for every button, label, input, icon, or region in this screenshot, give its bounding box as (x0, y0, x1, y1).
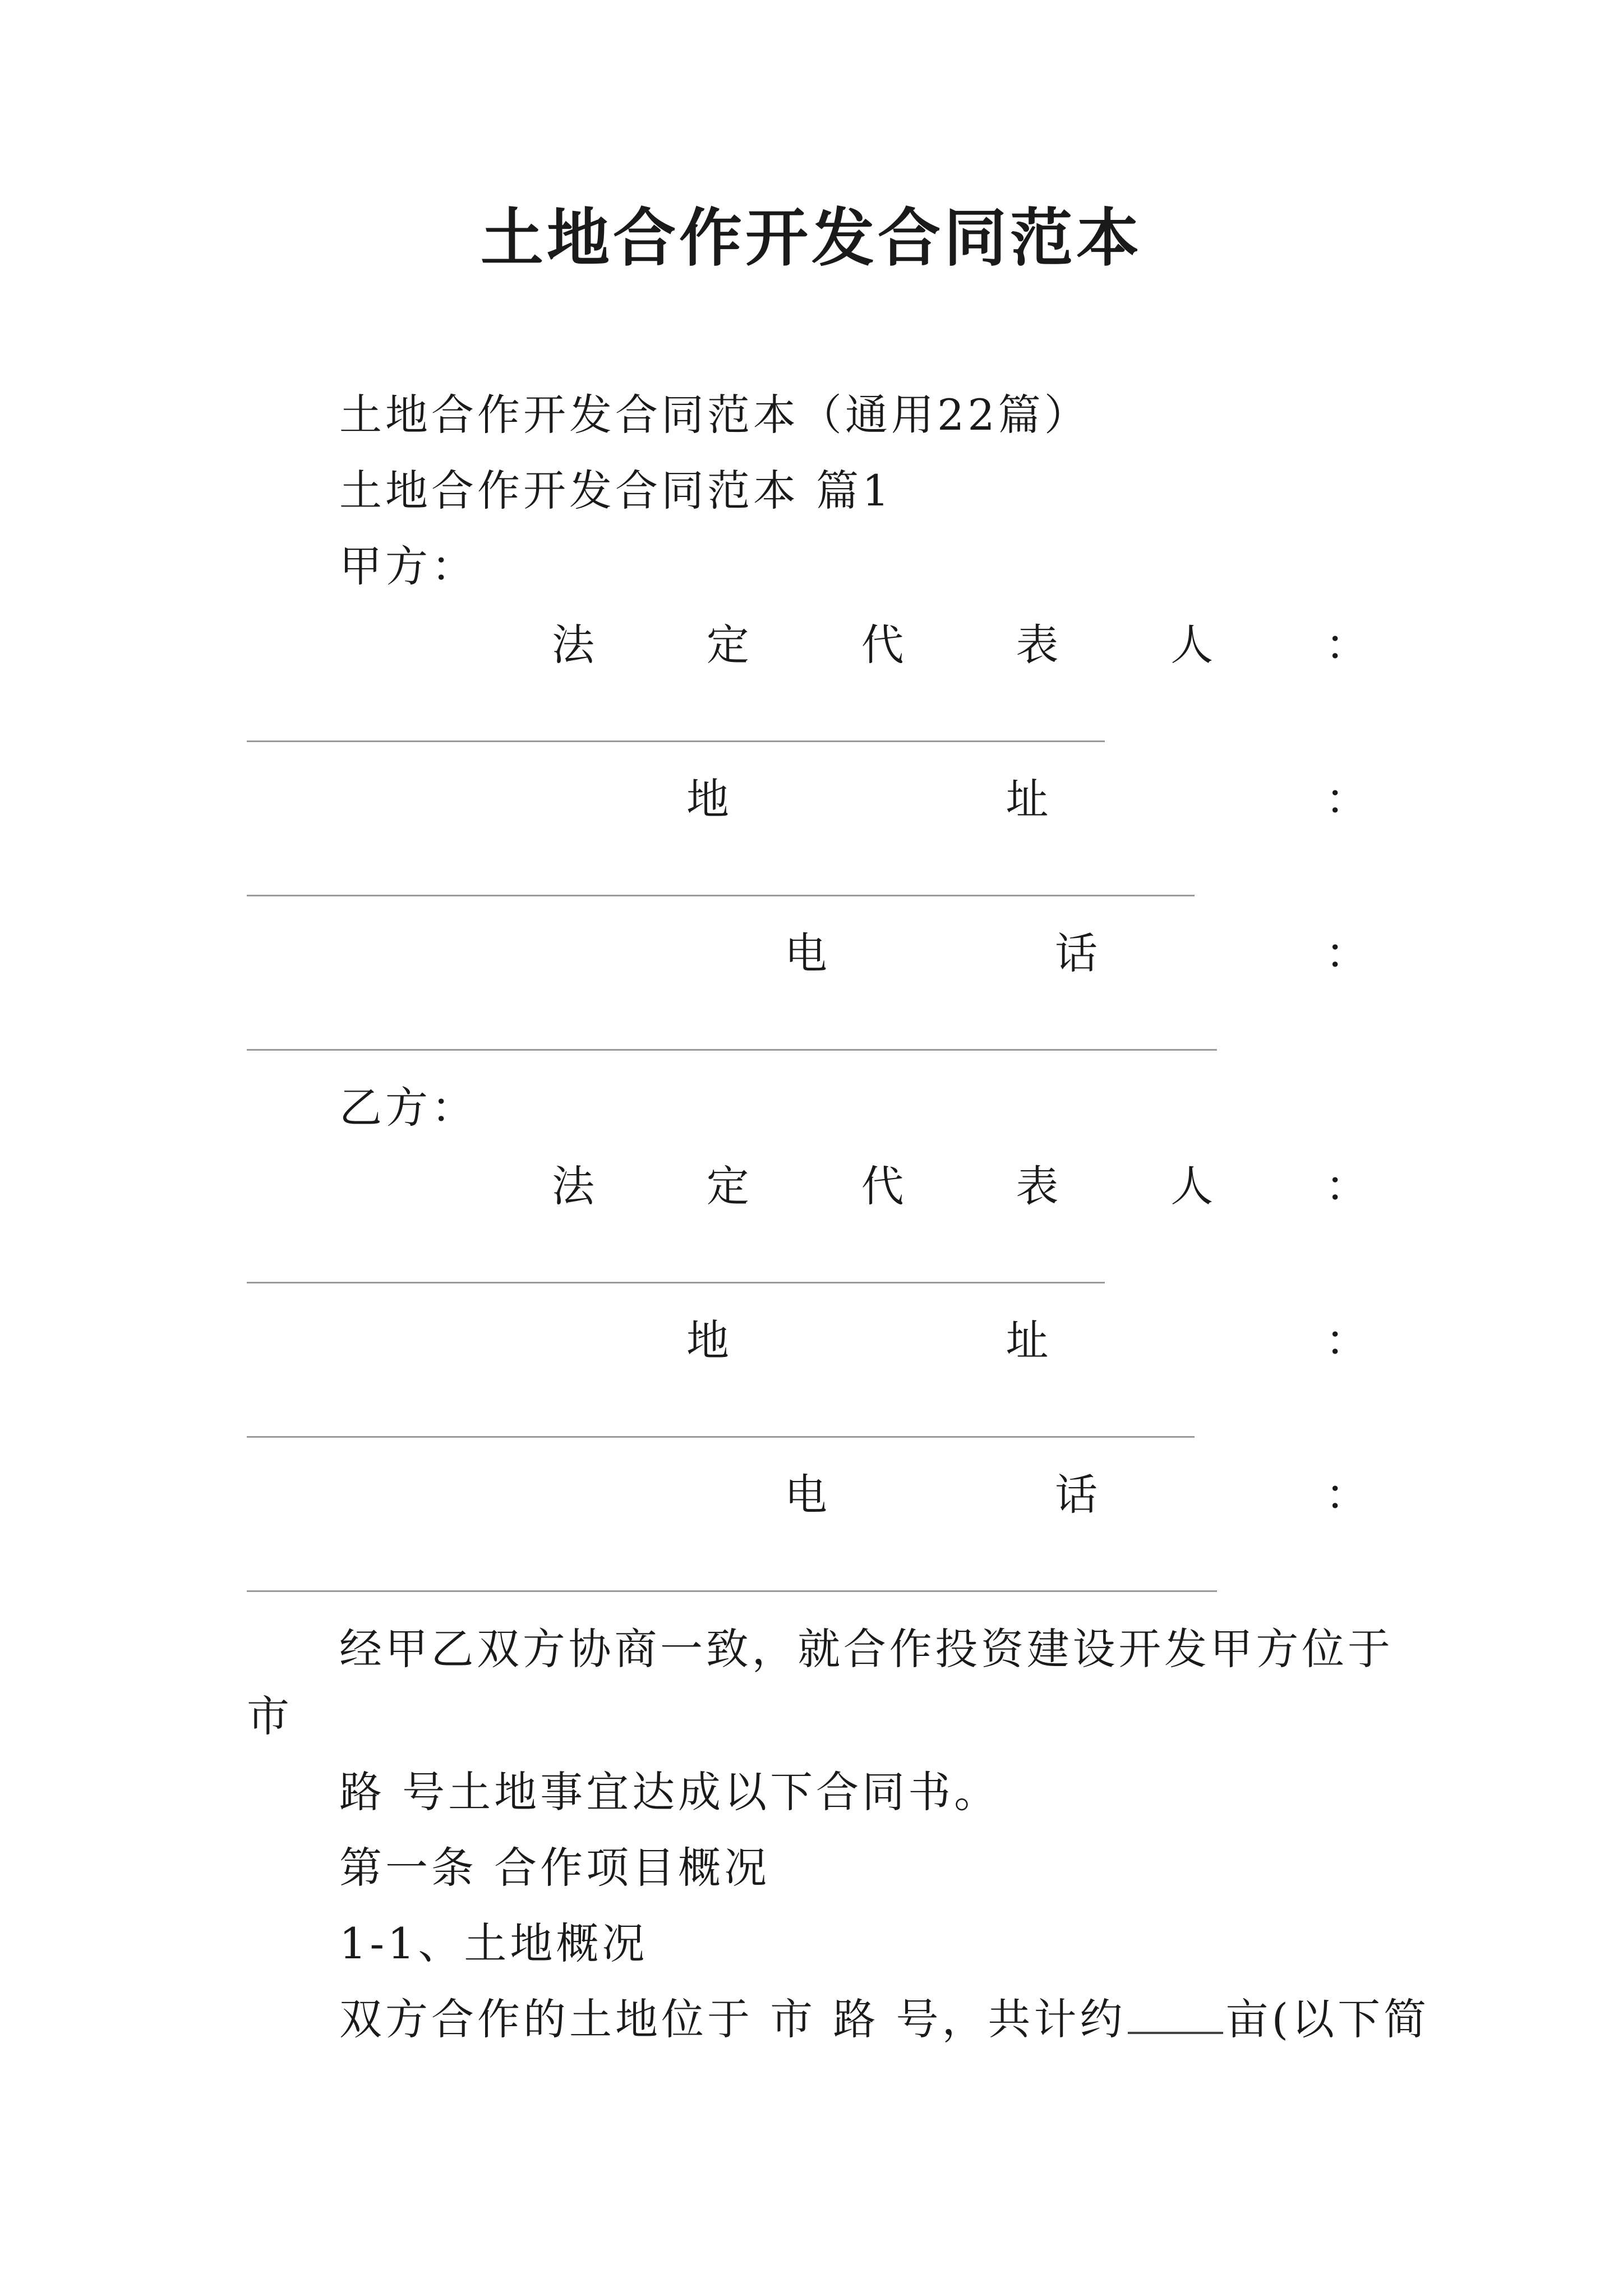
party-b-label: 乙方： (339, 1083, 477, 1133)
party-a-address-blank (247, 895, 1195, 896)
party-b-address-blank (247, 1436, 1195, 1438)
intro-paragraph-line-2: 路 号土地事宜达成以下合同书。 (339, 1767, 1000, 1817)
acreage-blank (1128, 2032, 1223, 2034)
party-b-legal-rep-label: 法 定 代 表 人 ： (552, 1161, 1368, 1211)
party-a-legal-rep-label: 法 定 代 表 人 ： (552, 620, 1368, 670)
party-a-legal-rep-blank (247, 740, 1105, 742)
intro-paragraph-line-1: 经 甲 乙 双 方 协 商 一 致 ， 就 合 作 投 资 建 设 开 发 甲 方 位 于 (339, 1624, 1390, 1674)
section-heading: 土地合作开发合同范本 篇1 (339, 466, 893, 516)
party-b-phone-blank (247, 1590, 1217, 1592)
party-b-phone-label: 电 话 ： (785, 1470, 1368, 1520)
document-title: 土地合作开发合同范本 (481, 201, 1142, 275)
party-a-phone-label: 电 话 ： (785, 928, 1368, 978)
party-a-phone-blank (247, 1049, 1217, 1051)
party-b-address-label: 地 址 ： (686, 1315, 1368, 1365)
intro-paragraph-wrap: 市 (247, 1691, 293, 1741)
clause-1-1-heading: 1-1、土地概况 (339, 1918, 648, 1968)
party-b-legal-rep-blank (247, 1282, 1105, 1283)
party-a-label: 甲方： (339, 541, 477, 591)
article-1-heading: 第一条 合作项目概况 (339, 1843, 771, 1893)
document-subtitle: 土地合作开发合同范本（通用22篇） (339, 390, 1090, 440)
land-description-line: 双方合作的土地位于 市 路 号，共计约 亩(以下简 (339, 1994, 1430, 2044)
party-a-address-label: 地 址 ： (686, 774, 1368, 824)
